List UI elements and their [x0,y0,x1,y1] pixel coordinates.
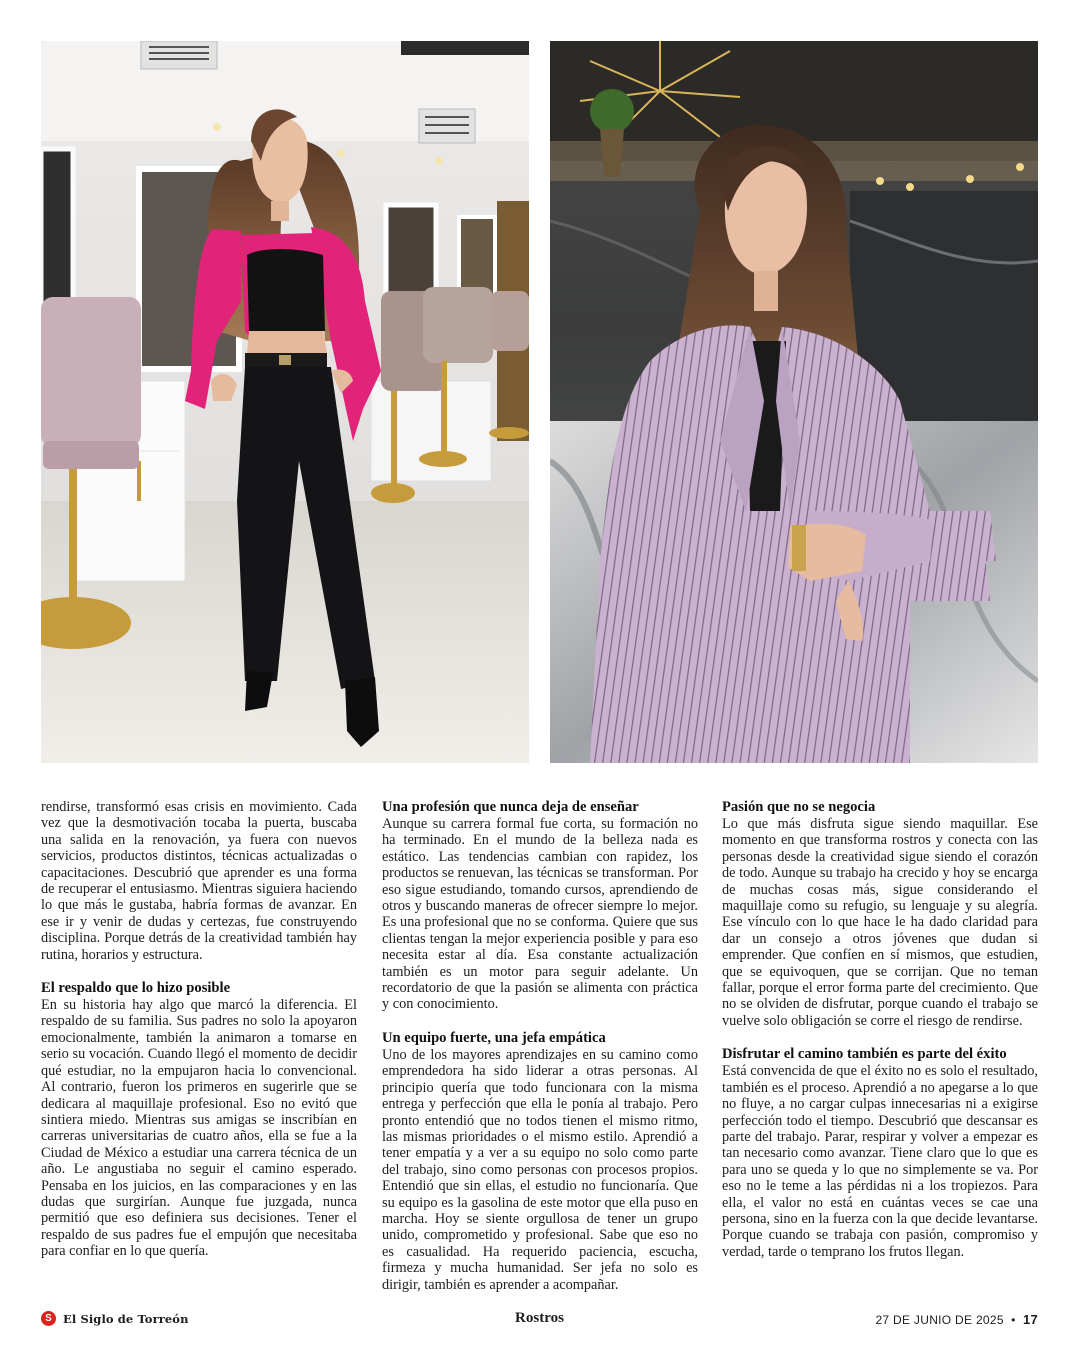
article-column-1 [41,799,357,1260]
date-text: 27 DE JUNIO DE 2025 [875,1313,1004,1327]
publication-name: El Siglo de Torreón [63,1311,189,1326]
subheading-pasion: Pasión que no se negocia [722,799,876,815]
logo-mark-icon: S [41,1311,56,1326]
issue-date [875,1312,1038,1327]
paragraph: rendirse, transformó esas crisis en movimiento. Cada vez que la desmotivación tocaba la puerta, buscaba una salida en la renovación, ya fuera con nuevos servicios, productos distintos, técnicas actualizadas o capacitaciones. Descubrió que aprender es una forma de recuperar el entusiasmo. Mientras siguiera haciendo lo que más le gustaba, habría formas de avanzar. En ese ir y venir de dudas y certezas, fue construyendo disciplina. Porque detrás de la creatividad también hay rutina, horarios y estructura. [41,799,357,963]
paragraph: En su historia hay algo que marcó la diferencia. El respaldo de su familia. Sus padres no solo la apoyaron emocionalmente, también la animaron a tomarse en serio su vocación. Cuando llegó el momento de decidir qué estudiar, no la empujaron hacia lo convencional. Al contrario, fueron los primeros en sugerirle que se dedicara al maquillaje profesional. Eso no evitó que sintiera miedo. Mientras sus amigas se inscribían en carreras universitarias de cuatro años, ella se fue a la Ciudad de México a estudiar una carrera técnica de un año. Le angustiaba no seguir el camino esperado. Pensaba en los juicios, en las comparaciones y en las dudas que surgirían. Aunque fue juzgada, nunca permitió que eso definiera sus decisiones. Tener el respaldo de sus padres fue el empujón que necesitaba para confiar en lo que quería. [41,997,357,1260]
page-number: 17 [1022,1312,1038,1327]
separator-dot: • [1011,1313,1016,1327]
article-column-2 [382,799,698,1293]
photo-lobby-lilac-blazer [550,41,1038,763]
subheading-equipo: Un equipo fuerte, una jefa empática [382,1029,606,1046]
article-column-3 [722,799,1038,1260]
section-name: Rostros [515,1310,564,1326]
subheading-profesion: Una profesión que nunca deja de enseñar [382,799,639,815]
paragraph: Lo que más disfruta sigue siendo maquillar. Ese momento en que transforma rostros y conecta con las personas desde la creatividad sigue siendo el corazón de todo. Aunque su trabajo ha crecido y hoy se encarga de muchas cosas más, sigue considerando el maquillaje como su refugio, su lenguaje y su alegría. Ese vínculo con lo que hace le ha dado claridad para dar un consejo a otros jóvenes que dudan si emprender. Que confíen en sí mismos, que estudien, que se equivoquen, que se corrijan. Que no teman fallar, porque el error forma parte del crecimiento. Que no se olviden de disfrutar, porque cuando el trabajo se vuelve solo obligación se corre el riesgo de rendirse. [722,816,1038,1029]
paragraph: Uno de los mayores aprendizajes en su camino como emprendedora ha sido liderar a otras personas. Al principio quería que todo funcionara con la misma entrega y perfección que ella le ponía al trabajo. Pero pronto entendió que no todos tienen el mismo ritmo, las mismas prioridades o el mismo estilo. Aprendió a tener empatía y a ver a su equipo no solo como parte del trabajo, sino como personas con procesos propios. Entendió que sin ellas, el estudio no funcionaría. Que su equipo es la gasolina de este motor que ella puso en marcha. Hoy se siente orgullosa de tener un grupo unido, comprometido y profesional. Sabe que eso no es casualidad. Ha requerido paciencia, escucha, firmeza y mucha humanidad. Ser jefa no solo es dirigir, también es aprender a acompañar. [382,1046,698,1293]
page-footer [41,1310,1038,1330]
paragraph: Está convencida de que el éxito no es solo el resultado, también es el proceso. Aprendió a no apegarse a lo que no fluye, a no cargar culpas innecesarias ni a exigirse perfección todo el tiempo. Descubrió que descansar es parte del trabajo. Parar, respirar y volver a empezar es tan necesario como avanzar. Tiene claro que lo que es para uno se queda y lo que no simplemente se va. Por eso no le teme a las pérdidas ni a los tropiezos. Para ella, el valor no está en cuántas veces se cae una persona, sino en la fuerza con la que decide levantarse. Porque cuando se trabaja con pasión, compromiso y verdad, tarde o temprano los frutos llegan. [722,1063,1038,1260]
photo-salon-pink-blazer [41,41,529,763]
subheading-respaldo: El respaldo que lo hizo posible [41,980,231,997]
paragraph: Aunque su carrera formal fue corta, su formación no ha terminado. En el mundo de la belleza nada es estático. Las tendencias cambian con rapidez, los productos se renuevan, las técnicas se transforman. Por eso sigue estudiando, tomando cursos, aprendiendo de otros y buscando maneras de ofrecer siempre lo mejor. Es una profesional que no se conforma. Quiere que sus clientas tengan la mejor experiencia posible y para eso necesita estar al día. Esa constante actualización también es un motor para seguir adelante. Un recordatorio de que la pasión se alimenta con práctica y con conocimiento. [382,816,698,1013]
subheading-disfrutar: Disfrutar el camino también es parte del éxito [722,1046,1007,1063]
